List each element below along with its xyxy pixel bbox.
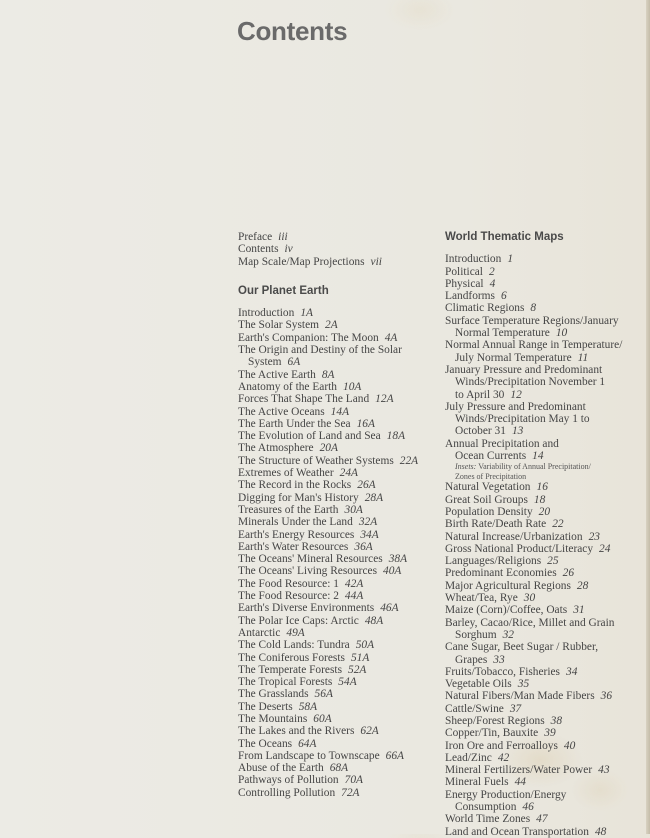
toc-page-number: 47 — [536, 813, 548, 826]
toc-page-number: 18 — [533, 493, 546, 506]
toc-entry-label: Minerals Under the Land — [238, 516, 353, 529]
toc-entry-label: Map Scale/Map Projections — [238, 255, 365, 268]
toc-entry — [445, 592, 650, 604]
toc-page-number: 4A — [384, 331, 398, 344]
toc-entry-label: Predominant Economies — [445, 567, 557, 580]
toc-entry-continuation-text: July Normal Temperature — [455, 351, 572, 364]
toc-entry-label: Languages/Religions — [445, 555, 542, 568]
toc-entry-label: Earth's Companion: The Moon — [238, 331, 379, 344]
toc-entry-label: The Oceans' Living Resources — [238, 565, 378, 578]
toc-page-number: 24 — [599, 542, 611, 555]
toc-entry-label: Cattle/Swine — [445, 702, 504, 715]
toc-page-number: 28 — [576, 579, 589, 592]
toc-entry — [445, 776, 650, 788]
toc-entry — [238, 479, 443, 491]
toc-entry-label: The Record in the Rocks — [238, 479, 352, 492]
toc-page-number: 10A — [343, 380, 362, 393]
toc-entry — [238, 381, 443, 393]
toc-page-number: 64A — [298, 737, 317, 750]
toc-page-number: 22A — [399, 454, 419, 467]
right-column — [445, 231, 650, 838]
toc-entry-label: The Evolution of Land and Sea — [238, 430, 381, 443]
toc-entry — [238, 565, 443, 577]
toc-page-number: 52A — [348, 663, 367, 676]
toc-entry-label: Earth's Diverse Environments — [238, 602, 375, 615]
toc-entry — [238, 615, 443, 627]
toc-page-number: 35 — [517, 678, 530, 691]
toc-entry — [238, 639, 443, 651]
toc-page-number: 31 — [573, 604, 585, 617]
toc-entry — [445, 438, 650, 463]
toc-entry-label: From Landscape to Townscape — [238, 749, 380, 762]
toc-page-number: 50A — [355, 639, 375, 652]
toc-entry — [238, 231, 443, 243]
toc-entry-continuation-text: Ocean Currents — [455, 450, 527, 463]
toc-page-number: 20 — [538, 505, 551, 518]
toc-page-number: 25 — [547, 555, 559, 568]
toc-entry — [238, 713, 443, 725]
toc-entry — [445, 278, 650, 290]
toc-page-number: 36 — [600, 690, 613, 703]
toc-entry-label: Land and Ocean Transportation — [445, 825, 589, 838]
toc-entry — [238, 762, 443, 774]
toc-entry-continuation — [445, 425, 650, 437]
toc-entry — [238, 256, 443, 268]
toc-page-number: 43 — [598, 764, 610, 777]
toc-page-number: 1A — [300, 307, 313, 320]
toc-page-number: 2 — [488, 265, 495, 278]
toc-page-number: 66A — [385, 749, 405, 762]
toc-entry-continuation-text: Winds/Precipitation November 1 — [455, 376, 606, 389]
toc-entry — [445, 481, 650, 493]
our-planet-earth-list — [238, 307, 443, 799]
toc-entry-label: Anatomy of the Earth — [238, 380, 338, 393]
toc-page-number: 70A — [344, 774, 363, 787]
toc-page-number: 49A — [286, 626, 305, 639]
toc-page-number: 6 — [500, 290, 507, 303]
toc-page-number: 1 — [507, 253, 514, 266]
toc-entry — [238, 243, 443, 255]
toc-entry-label: Mineral Fertilizers/Water Power — [445, 764, 593, 777]
front-matter-list — [238, 231, 443, 268]
toc-entry-label: Great Soil Groups — [445, 493, 528, 506]
toc-entry — [445, 506, 650, 518]
toc-entry-label: Natural Vegetation — [445, 481, 531, 494]
toc-entry-label: Surface Temperature Regions/January — [445, 314, 619, 327]
toc-entry-label: Natural Increase/Urbanization — [445, 530, 583, 543]
toc-entry-label: Fruits/Tobacco, Fisheries — [445, 665, 560, 678]
toc-entry — [445, 715, 650, 727]
toc-page-number: 42 — [497, 751, 510, 764]
toc-entry-continuation-text: Consumption — [455, 801, 517, 814]
toc-entry-label: Introduction — [445, 253, 502, 266]
toc-entry — [445, 764, 650, 776]
toc-entry — [445, 690, 650, 702]
toc-entry-label: Copper/Tin, Bauxite — [445, 727, 539, 740]
toc-entry-label: Annual Precipitation and — [445, 437, 559, 450]
toc-entry-label: Extremes of Weather — [238, 467, 334, 480]
toc-page-number: 33 — [493, 653, 505, 666]
toc-page-number: 40A — [383, 565, 402, 578]
toc-entry — [445, 617, 650, 642]
toc-entry-label: Maize (Corn)/Coffee, Oats — [445, 604, 568, 617]
toc-entry — [238, 467, 443, 479]
toc-entry — [445, 666, 650, 678]
toc-entry-label: Antarctic — [238, 626, 281, 639]
page-title: Contents — [237, 16, 348, 46]
toc-entry — [445, 727, 650, 739]
toc-entry-continuation — [445, 376, 650, 388]
toc-entry — [238, 738, 443, 750]
toc-entry — [238, 578, 443, 590]
toc-entry — [445, 555, 650, 567]
toc-entry-continuation — [445, 450, 650, 462]
toc-entry — [445, 253, 650, 265]
toc-entry-label: Major Agricultural Regions — [445, 579, 571, 592]
toc-entry-label: The Food Resource: 1 — [238, 577, 339, 590]
toc-page-number: 22 — [552, 518, 564, 531]
toc-entry — [445, 494, 650, 506]
toc-page-number: 58A — [298, 700, 318, 713]
toc-entry-label: Population Density — [445, 505, 533, 518]
toc-entry-label: Treasures of the Earth — [238, 503, 339, 516]
toc-page-number: 26 — [562, 567, 575, 580]
toc-entry — [238, 725, 443, 737]
toc-entry — [238, 430, 443, 442]
toc-entry-label: The Mountains — [238, 712, 308, 725]
toc-entry — [445, 401, 650, 438]
toc-entry — [445, 302, 650, 314]
inset-text-continued: Zones of Precipitation — [455, 471, 527, 481]
toc-page-number: 56A — [314, 688, 333, 701]
toc-entry — [445, 339, 650, 364]
toc-entry — [238, 332, 443, 344]
toc-page-number: 23 — [588, 530, 600, 543]
toc-entry — [445, 543, 650, 555]
toc-entry — [238, 307, 443, 319]
toc-entry-label: Political — [445, 265, 483, 278]
toc-page-number: 24A — [339, 467, 359, 480]
toc-entry — [238, 455, 443, 467]
toc-entry-continuation-text: to April 30 — [455, 388, 505, 401]
toc-page-number: 40 — [563, 739, 576, 752]
toc-page-number: 12A — [375, 393, 394, 406]
toc-entry-label: The Oceans — [238, 737, 293, 750]
toc-entry-label: The Earth Under the Sea — [238, 417, 351, 430]
toc-entry-label: Pathways of Pollution — [238, 774, 339, 787]
section-heading-world-thematic-maps: World Thematic Maps — [445, 231, 564, 243]
toc-entry — [445, 567, 650, 579]
toc-entry-label: The Lakes and the Rivers — [238, 725, 355, 738]
toc-entry-continuation — [238, 356, 443, 368]
toc-entry-label: Contents — [238, 243, 279, 256]
toc-entry — [445, 641, 650, 666]
toc-entry-continuation-text: Sorghum — [455, 628, 497, 641]
toc-page-number: 54A — [338, 676, 357, 689]
toc-entry — [238, 590, 443, 602]
toc-page-number: 10 — [555, 327, 568, 340]
toc-entry-continuation — [445, 352, 650, 364]
toc-entry — [238, 553, 443, 565]
toc-entry-label: Wheat/Tea, Rye — [445, 592, 518, 605]
toc-entry — [238, 627, 443, 639]
toc-page-number: vii — [370, 255, 382, 268]
toc-entry-label: The Deserts — [238, 700, 293, 713]
toc-page-number: 68A — [329, 762, 349, 775]
toc-entry-label: Natural Fibers/Man Made Fibers — [445, 690, 595, 703]
toc-entry — [238, 516, 443, 528]
toc-page-number: 11 — [577, 351, 589, 364]
toc-page-number: 12 — [510, 388, 522, 401]
toc-entry-label: Landforms — [445, 290, 495, 303]
toc-entry — [445, 813, 650, 825]
toc-page-number: 38A — [388, 553, 408, 566]
toc-entry-label: Preface — [238, 231, 273, 243]
toc-entry-continuation-text: Normal Temperature — [455, 327, 550, 340]
toc-entry-continuation — [445, 327, 650, 339]
toc-page-number: iv — [284, 243, 293, 256]
toc-entry-label: The Active Earth — [238, 368, 316, 381]
toc-entry — [238, 393, 443, 405]
toc-entry — [445, 531, 650, 543]
toc-page-number: 37 — [509, 702, 522, 715]
toc-entry-label: January Pressure and Predominant — [445, 363, 603, 376]
toc-entry-label: The Temperate Forests — [238, 663, 343, 676]
toc-page-number: 8 — [530, 302, 537, 315]
toc-entry — [445, 315, 650, 340]
left-column — [238, 231, 443, 799]
toc-entry — [238, 492, 443, 504]
toc-entry — [238, 701, 443, 713]
toc-entry-label: The Oceans' Mineral Resources — [238, 553, 383, 566]
toc-page-number: 46A — [380, 602, 399, 615]
toc-entry-label: Iron Ore and Ferroalloys — [445, 739, 558, 752]
toc-entry — [238, 676, 443, 688]
toc-entry-label: Lead/Zinc — [445, 751, 492, 764]
toc-entry-continuation-text: System — [248, 356, 282, 369]
inset-text: Variability of Annual Precipitation/ — [478, 462, 591, 472]
toc-entry-label: Earth's Water Resources — [238, 540, 349, 553]
toc-entry-label: World Time Zones — [445, 813, 531, 826]
toc-entry-label: Climatic Regions — [445, 302, 525, 315]
toc-entry — [238, 688, 443, 700]
toc-entry-label: Normal Annual Range in Temperature/ — [445, 339, 623, 352]
toc-page-number: 4 — [489, 277, 496, 290]
toc-page-number: 44 — [514, 776, 526, 789]
toc-page-number: 60A — [313, 712, 332, 725]
toc-page-number: 30A — [344, 503, 363, 516]
toc-entry-continuation — [445, 654, 650, 666]
toc-entry-continuation — [445, 629, 650, 641]
toc-entry-continuation — [445, 389, 650, 401]
toc-entry — [238, 369, 443, 381]
toc-entry-label: Digging for Man's History — [238, 491, 359, 504]
toc-entry-continuation-text: Winds/Precipitation May 1 to — [455, 413, 590, 426]
toc-entry — [445, 789, 650, 814]
toc-entry-label: Cane Sugar, Beet Sugar / Rubber, — [445, 641, 599, 654]
toc-entry — [445, 518, 650, 530]
toc-page-number: 28A — [364, 491, 384, 504]
toc-page-number: 48 — [594, 825, 607, 838]
toc-entry-label: Birth Rate/Death Rate — [445, 518, 547, 531]
toc-entry — [445, 826, 650, 838]
toc-entry — [238, 664, 443, 676]
toc-page-number: 34A — [360, 528, 379, 541]
toc-entry — [238, 787, 443, 799]
toc-page-number: 38 — [550, 714, 563, 727]
section-heading-our-planet-earth: Our Planet Earth — [238, 284, 329, 297]
toc-entry-label: The Atmosphere — [238, 442, 314, 455]
toc-page-number: 51A — [350, 651, 370, 664]
toc-entry-label: The Solar System — [238, 319, 319, 332]
toc-entry-label: The Structure of Weather Systems — [238, 454, 394, 467]
toc-inset-note — [445, 462, 650, 481]
toc-entry — [238, 418, 443, 430]
toc-entry — [238, 529, 443, 541]
toc-entry — [238, 442, 443, 454]
toc-page-number: 16 — [536, 481, 548, 494]
toc-entry — [445, 580, 650, 592]
toc-entry-label: Earth's Energy Resources — [238, 528, 355, 541]
toc-page-number: 48A — [364, 614, 384, 627]
toc-page-number: 20A — [319, 442, 338, 455]
toc-page-number: 16A — [356, 417, 375, 430]
toc-page-number: 46 — [522, 801, 534, 814]
toc-entry — [238, 774, 443, 786]
toc-entry-label: Mineral Fuels — [445, 776, 509, 789]
toc-entry — [445, 678, 650, 690]
toc-entry-label: The Coniferous Forests — [238, 651, 345, 664]
toc-entry-label: The Grasslands — [238, 688, 309, 701]
toc-entry-label: Energy Production/Energy — [445, 788, 567, 801]
toc-entry-continuation-text: Grapes — [455, 653, 488, 666]
toc-page-number: 13 — [511, 425, 524, 438]
toc-entry — [238, 344, 443, 369]
toc-entry — [238, 541, 443, 553]
toc-page-number: 44A — [344, 590, 364, 603]
toc-entry-label: Vegetable Oils — [445, 678, 512, 691]
toc-entry — [238, 319, 443, 331]
toc-entry-label: Sheep/Forest Regions — [445, 714, 545, 727]
toc-page-number: 26A — [357, 479, 376, 492]
toc-entry-label: The Tropical Forests — [238, 676, 333, 689]
toc-page-number: 14 — [532, 450, 544, 463]
toc-entry-label: Abuse of the Earth — [238, 762, 324, 775]
toc-page-number: iii — [278, 231, 288, 243]
toc-entry — [445, 740, 650, 752]
toc-entry — [445, 290, 650, 302]
toc-entry-label: Forces That Shape The Land — [238, 393, 370, 406]
toc-entry — [238, 602, 443, 614]
toc-entry-label: The Polar Ice Caps: Arctic — [238, 614, 359, 627]
toc-page-number: 32A — [358, 516, 378, 529]
toc-page-number: 34 — [566, 665, 578, 678]
toc-entry-label: July Pressure and Predominant — [445, 400, 586, 413]
toc-entry-continuation-text: October 31 — [455, 425, 506, 438]
toc-entry-label: The Cold Lands: Tundra — [238, 639, 350, 652]
toc-entry — [238, 504, 443, 516]
toc-page-number: 2A — [325, 319, 338, 332]
toc-page-number: 8A — [321, 368, 335, 381]
toc-page-number: 39 — [544, 727, 556, 740]
toc-entry-label: The Food Resource: 2 — [238, 590, 339, 603]
toc-entry-label: Gross National Product/Literacy — [445, 542, 594, 555]
toc-entry — [445, 752, 650, 764]
toc-entry — [445, 703, 650, 715]
toc-page-number: 6A — [287, 356, 301, 369]
toc-page-number: 42A — [344, 577, 364, 590]
toc-entry-label: Introduction — [238, 307, 295, 320]
toc-page-number: 72A — [341, 786, 360, 799]
toc-entry-continuation — [445, 413, 650, 425]
toc-page-number: 62A — [360, 725, 379, 738]
toc-page-number: 18A — [386, 430, 406, 443]
toc-entry-label: Barley, Cacao/Rice, Millet and Grain — [445, 616, 615, 629]
toc-entry-label: The Origin and Destiny of the Solar — [238, 344, 402, 357]
toc-entry — [238, 652, 443, 664]
toc-entry — [445, 266, 650, 278]
world-thematic-maps-list — [445, 253, 650, 838]
toc-page-number: 36A — [354, 540, 373, 553]
toc-page-number: 30 — [523, 592, 536, 605]
inset-label: Insets: — [455, 462, 477, 472]
toc-entry — [238, 750, 443, 762]
toc-page-number: 14A — [330, 405, 350, 418]
toc-entry-label: Physical — [445, 277, 484, 290]
toc-entry-label: The Active Oceans — [238, 405, 325, 418]
toc-entry-label: Controlling Pollution — [238, 786, 336, 799]
toc-page-number: 32 — [502, 628, 514, 641]
toc-entry — [238, 406, 443, 418]
toc-entry — [445, 364, 650, 401]
toc-entry-continuation — [445, 801, 650, 813]
toc-entry — [445, 604, 650, 616]
